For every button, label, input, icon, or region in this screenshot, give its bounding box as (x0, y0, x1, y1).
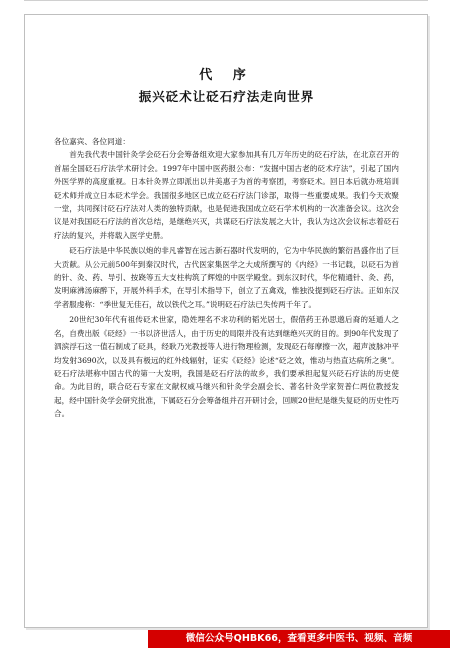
paragraph-3: 20世纪30年代有祖传砭术世家，隐姓埋名不求功利的韬光居士，假借药王孙思邈后裔的延遁人之名，自费出版《砭经》一书以济世活人，由于历史的局限并没有达到继绝兴灭的目的。到90年代发现了泗滨浮石这一值石制成了砭具，经耿乃光教授等人进行物理检测，发现砭石每摩擦一次，超声波脉冲平均发射3690次，以及具有极远的红外线辐射，证实《砭经》论述“砭之效，惟动与热直达病所之奥”。砭石疗法堪称中国古代的第一大发明，我国是砭石疗法的故乡，我们要承担起复兴砭石疗法的历史使命。为此目的，联合砭石专家在文献权威马继兴和针灸学会副会长、著名针灸学家贺普仁两位教授发起，经中国针灸学会研究批准，下属砭石分会筹备组并召开研讨会，回顾20世纪是继失复砭的历史性巧合。 (54, 315, 399, 419)
salutation: 各位嘉宾、各位同道： (54, 137, 130, 146)
page-subtitle: 振兴砭术让砭石疗法走向世界 (138, 89, 315, 104)
page-top-rule (24, 0, 428, 1)
document-content (54, 64, 399, 423)
paragraph-2: 砭石疗法是中华民族以炮的非凡睿智在远古新石器时代发明的，它为中华民族的繁衍昌盛作出了巨大贡献。从公元前500年到秦汉时代，古代医家集医学之大成所撰写的《内经》一书记载，以砭石为首的针、灸、药、导引、按跷等五大支柱构筑了辉煌的中医学殿堂。到东汉时代，华佗精通针、灸、药，发明麻沸汤麻醉下，开展外科手术，在导引术指导下，创立了五禽戏，惟独没提到砭石疗法。正如东汉学者服虔称：“季世复无佳石，故以铁代之耳。”说明砭石疗法已失传两千年了。 (54, 246, 399, 309)
page-title: 代 序 (199, 68, 254, 83)
promo-banner: 微信公众号QHBK66，查看更多中医书、视频、音频 (148, 630, 450, 648)
paragraph-1: 首先我代表中国针灸学会砭石分会筹备组欢迎大家参加具有几万年历史的砭石疗法，在北京召开的首届全国砭石疗法学术研讨会。1997年中国中医药报公布：“发掘中国古老的砭术疗法”，引起了国内外医学界的高度重视。日本针灸界立即派出以井美惠子为首的考察团，考察砭术。回日本后就办班培训砭术师并成立日本砭术学会。我国很多地区已成立砭石疗法门诊部，取得一些重要成果。我们今天欢聚一堂，共同探讨砭石疗法对人类的独特贡献，也是促进我国成立砭石学术机构的一次准备会议。这次会议是对我国砭石疗法的首次总结，是继绝兴灭，共谋砭石疗法发展之大计，我认为这次会议标志着砭石疗法的复兴，并将载入医学史册。 (54, 150, 399, 240)
